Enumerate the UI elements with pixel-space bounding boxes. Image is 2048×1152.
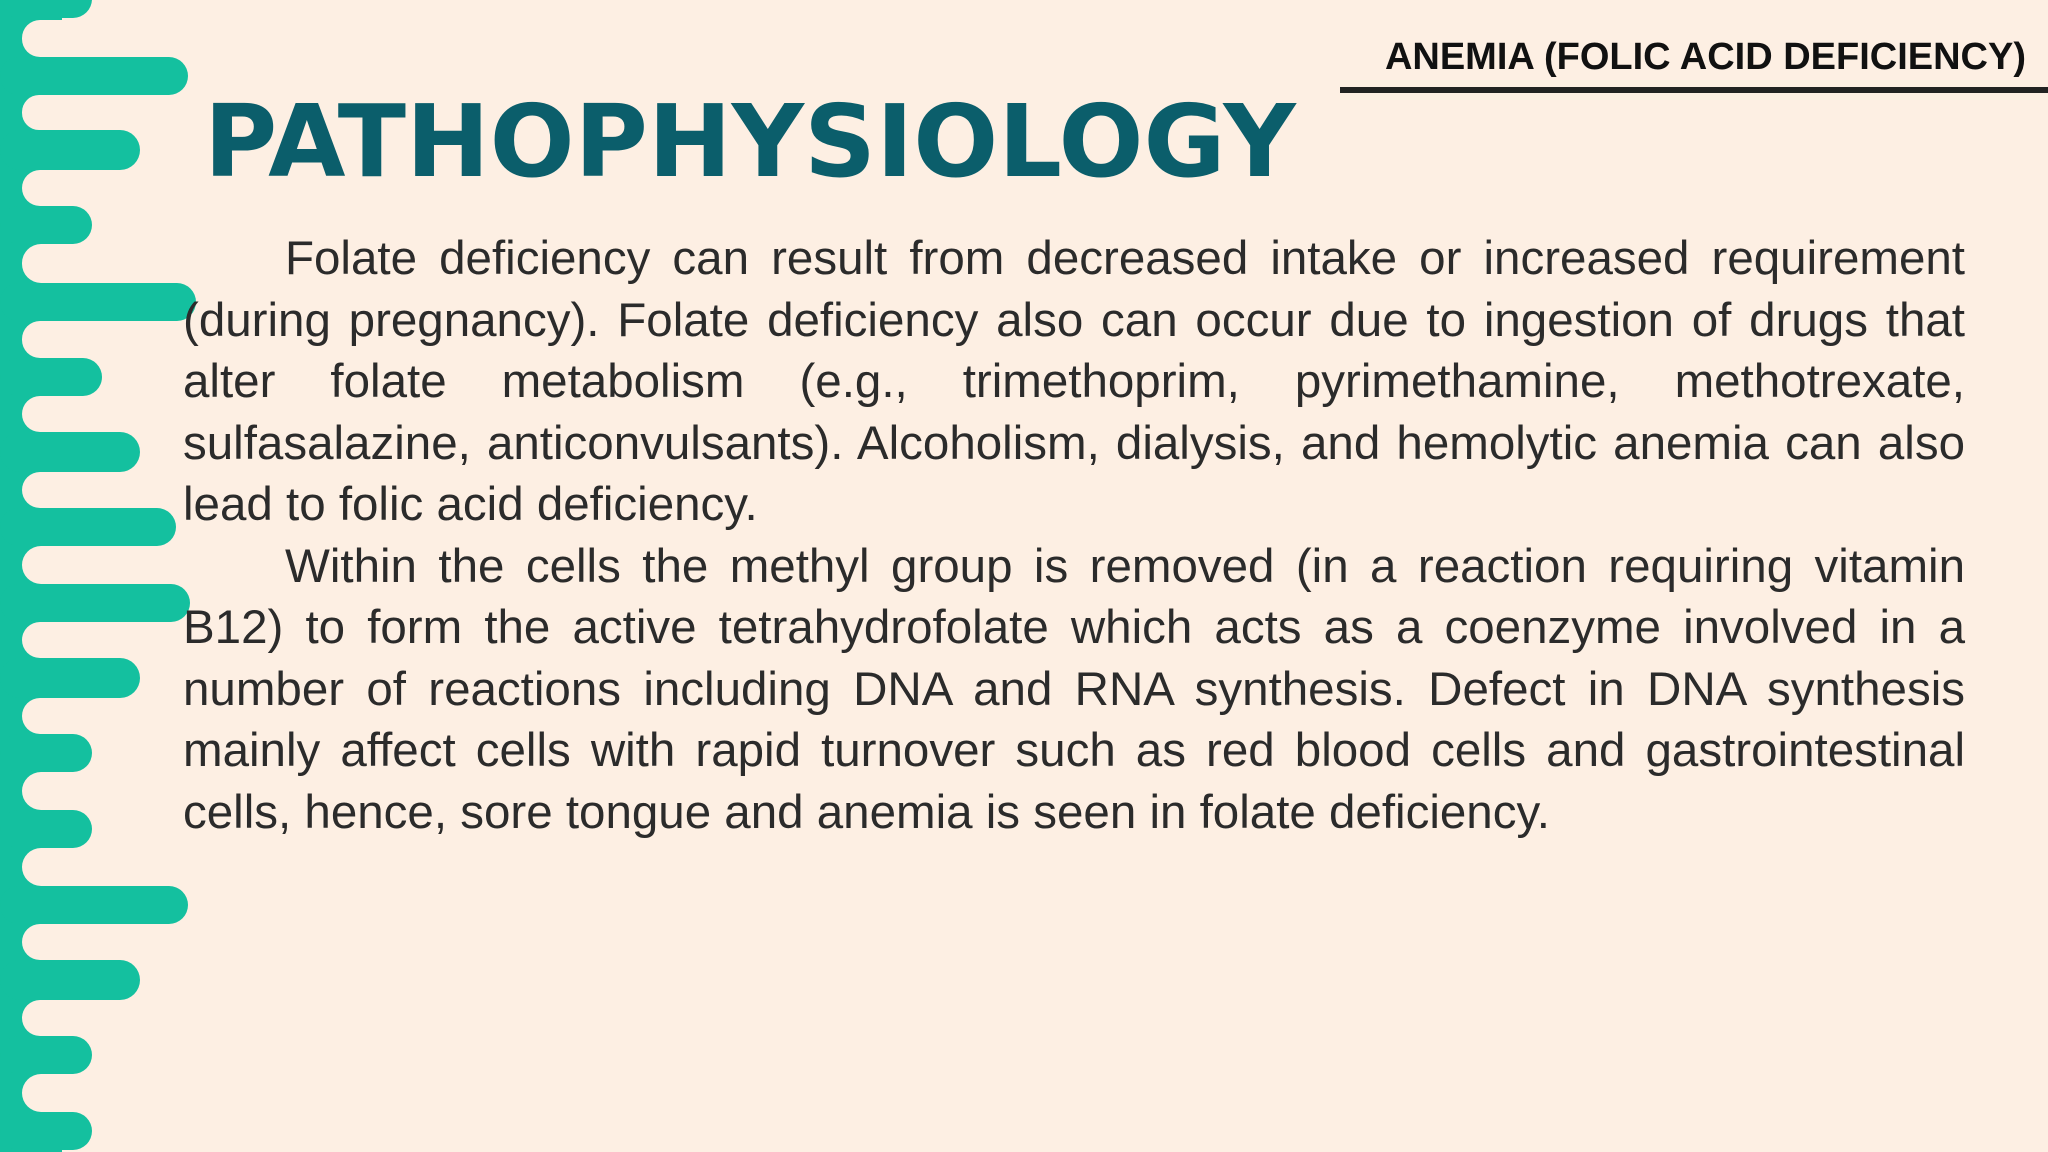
body-text — [183, 228, 1965, 843]
paragraph-2: Within the cells the methyl group is removed (in a reaction requiring vitamin B12) to form the active tetrahydrofolate which acts as a coenzyme involved in a number of reactions including DNA and RNA synthesis. Defect in DNA synthesis mainly affect cells with rapid turnover such as red blood cells and gastrointestinal cells, hence, sore tongue and anemia is seen in folate deficiency. — [183, 539, 1965, 839]
drip-gaps — [22, 20, 200, 1112]
paragraph-1: Folate deficiency can result from decreased intake or increased requirement (during pregnancy). Folate deficiency also can occur due to ingestion of drugs that alter folate metabolism (e.g., trimethoprim, pyrimethamine, methotrexate, sulfasalazine, anticonvulsants). Alcoholism, dialysis, and hemolytic anemia can also lead to folic acid deficiency. — [183, 232, 1965, 531]
header-underline — [1340, 87, 2048, 93]
header-tag: ANEMIA (FOLIC ACID DEFICIENCY) — [1384, 36, 2026, 78]
slide-title: PATHOPHYSIOLOGY — [204, 83, 1296, 200]
left-drip-decoration — [0, 0, 200, 1152]
